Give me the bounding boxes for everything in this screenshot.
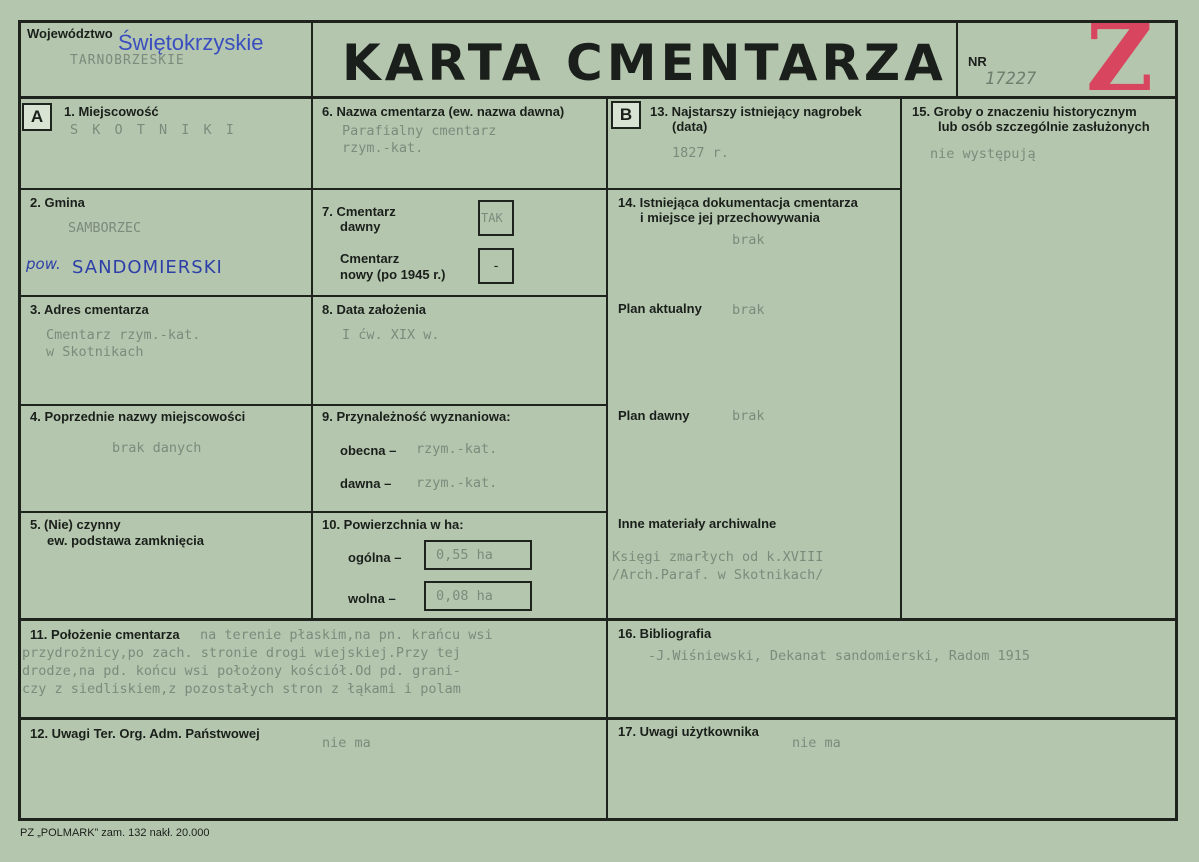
field-12-label: 12. Uwagi Ter. Org. Adm. Państwowej xyxy=(30,726,260,741)
field-11-line2: przydrożnicy,po zach. stronie drogi wiejskiej.Przy tej xyxy=(22,645,461,661)
field-2-pow-value: SANDOMIERSKI xyxy=(72,257,223,278)
field-8-value: I ćw. XIX w. xyxy=(342,327,440,343)
field-5-label: (Nie) czynny xyxy=(44,517,121,532)
field-13-value: 1827 r. xyxy=(672,145,729,161)
field-14-label: 14. Istniejąca dokumentacja cmentarza xyxy=(618,195,858,210)
card-title: KARTA CMENTARZA xyxy=(342,34,947,92)
field-9-former-value: rzym.-kat. xyxy=(416,475,498,491)
field-10-free-label: wolna – xyxy=(348,591,396,606)
field-7-label: 7. Cmentarz xyxy=(322,204,396,219)
field-6-line1: Parafialny cmentarz xyxy=(342,123,497,139)
field-14-label-2: i miejsce jej przechowywania xyxy=(640,210,820,225)
field-7b-label: Cmentarz xyxy=(340,251,400,266)
field-16-value: -J.Wiśniewski, Dekanat sandomierski, Radom 1915 xyxy=(648,648,1031,664)
row-line-bottom-1 xyxy=(18,618,1178,621)
row-line-1 xyxy=(18,188,608,190)
field-9-label: 9. Przynależność wyznaniowa: xyxy=(322,409,511,424)
field-10-total-value: 0,55 ha xyxy=(436,547,493,563)
field-13-label: 13. Najstarszy istniejący nagrobek xyxy=(650,104,862,119)
frame-left xyxy=(18,20,21,821)
field-4-value: brak danych xyxy=(112,440,202,456)
field-10-free-box xyxy=(424,581,532,611)
field-9-current-value: rzym.-kat. xyxy=(416,441,498,457)
field-2-label: 2. Gmina xyxy=(30,195,85,210)
field-2-value: SAMBORZEC xyxy=(68,220,142,236)
field-1-label: 1. Miejscowość xyxy=(64,104,159,119)
voivodeship-label: Województwo xyxy=(27,26,113,41)
voivodeship-old: TARNOBRZESKIE xyxy=(70,53,185,68)
voivodeship-stamp: Świętokrzyskie xyxy=(118,30,264,55)
plan-current-label: Plan aktualny xyxy=(618,301,702,316)
section-b-badge: B xyxy=(611,101,641,129)
field-12-value: nie ma xyxy=(322,735,371,751)
field-10-total-label: ogólna – xyxy=(348,550,402,565)
field-7b-label-2: nowy (po 1945 r.) xyxy=(340,267,446,282)
frame-bottom xyxy=(18,818,1178,821)
other-materials-label: Inne materiały archiwalne xyxy=(618,516,777,531)
header-divider xyxy=(18,96,1178,99)
field-13-label-2: (data) xyxy=(672,119,708,134)
field-11-line1: na terenie płaskim,na pn. krańcu wsi xyxy=(200,627,493,643)
row-line-2 xyxy=(18,295,608,297)
field-17-label: 17. Uwagi użytkownika xyxy=(618,724,759,739)
field-17-value: nie ma xyxy=(792,735,841,751)
field-7b-checkbox xyxy=(478,248,514,284)
field-7-checkbox xyxy=(478,200,514,236)
row-line-bottom-2 xyxy=(18,717,1178,720)
field-11-line3: drodze,na pd. końcu wsi położony kościół.Od pd. grani- xyxy=(22,663,461,679)
field-7b-value: - xyxy=(492,258,501,274)
section-a-badge: A xyxy=(22,103,52,131)
plan-former-value: brak xyxy=(732,408,765,424)
header-vline-2 xyxy=(956,20,958,98)
field-7-value: TAK xyxy=(481,211,503,225)
field-6-label: 6. Nazwa cmentarza (ew. nazwa dawna) xyxy=(322,104,565,119)
field-3-line1: Cmentarz rzym.-kat. xyxy=(46,327,201,343)
field-6-line2: rzym.-kat. xyxy=(342,140,424,156)
field-14-value: brak xyxy=(732,232,765,248)
row-line-b xyxy=(606,188,902,190)
field-10-free-value: 0,08 ha xyxy=(436,588,493,604)
row-line-4 xyxy=(18,511,608,513)
field-16-label: 16. Bibliografia xyxy=(618,626,712,641)
field-15-value: nie występują xyxy=(930,146,1036,162)
field-9-current-label: obecna – xyxy=(340,443,397,458)
field-11-line4: czy z siedliskiem,z pozostałych stron z łąkami i polam xyxy=(22,681,461,697)
nr-value: 17227 xyxy=(985,69,1037,89)
frame-top xyxy=(18,20,1178,23)
field-9-former-label: dawna – xyxy=(340,476,392,491)
col-line-1 xyxy=(311,96,313,619)
header-vline-1 xyxy=(311,20,313,98)
field-5-label-2: ew. podstawa zamknięcia xyxy=(47,533,205,548)
field-10-label: 10. Powierzchnia w ha: xyxy=(322,517,464,532)
field-11-label: 11. Położenie cmentarza xyxy=(30,627,180,642)
field-4-label: 4. Poprzednie nazwy miejscowości xyxy=(30,409,246,424)
red-mark-letter: Z xyxy=(1086,4,1154,112)
other-materials-line2: /Arch.Paraf. w Skotnikach/ xyxy=(612,567,824,583)
field-3-line2: w Skotnikach xyxy=(46,344,144,360)
field-8-label: 8. Data założenia xyxy=(322,302,427,317)
nr-label: NR xyxy=(968,54,987,69)
col-line-2 xyxy=(606,96,608,818)
frame-right xyxy=(1175,20,1178,821)
col-line-3 xyxy=(900,96,902,619)
plan-former-label: Plan dawny xyxy=(618,408,690,423)
field-1-value: S K O T N I K I xyxy=(70,122,237,138)
field-15-label: 15. Groby o znaczeniu historycznym xyxy=(912,104,1137,119)
field-15-label-2: lub osób szczególnie zasłużonych xyxy=(938,119,1150,134)
field-5-label-num: 5. xyxy=(30,517,41,532)
field-7-label-2: dawny xyxy=(340,219,381,234)
field-10-total-box xyxy=(424,540,532,570)
plan-current-value: brak xyxy=(732,302,765,318)
print-info: PZ „POLMARK” zam. 132 nakł. 20.000 xyxy=(20,827,210,839)
field-3-label: 3. Adres cmentarza xyxy=(30,302,149,317)
row-line-3 xyxy=(18,404,608,406)
field-2-pow-prefix: pow. xyxy=(26,255,61,273)
other-materials-line1: Księgi zmarłych od k.XVIII xyxy=(612,549,824,565)
